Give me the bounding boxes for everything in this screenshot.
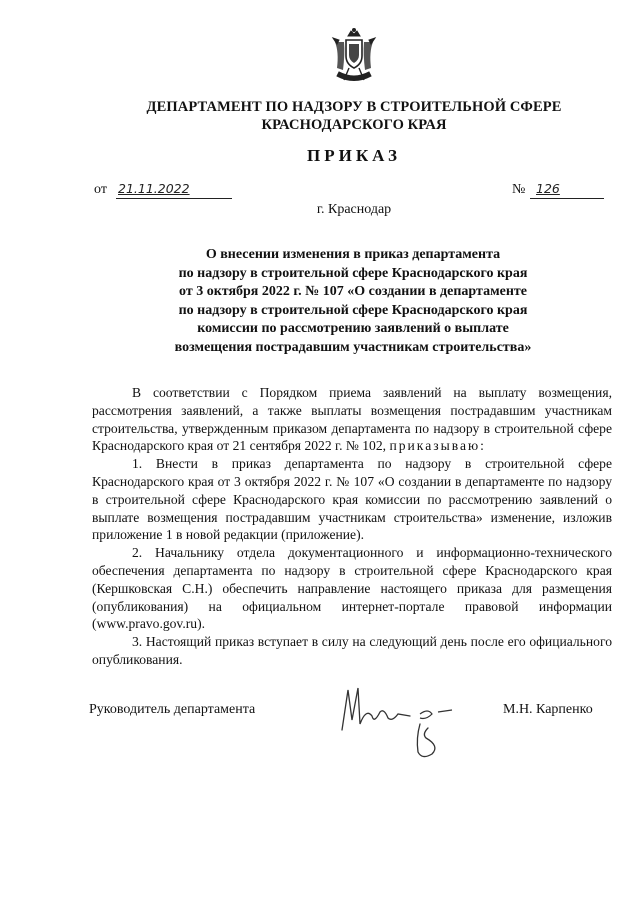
- subject-line: комиссии по рассмотрению заявлений о выплате: [197, 321, 509, 336]
- signatory-name: М.Н. Карпенко: [503, 702, 593, 717]
- order-item-3: 3. Настоящий приказ вступает в силу на следующий день после его официального опубликования.: [92, 634, 612, 667]
- subject-line: О внесении изменения в приказ департамента: [205, 247, 501, 262]
- preamble-paragraph: [92, 384, 612, 455]
- preamble-keyword: приказываю:: [389, 438, 486, 454]
- subject-line: от 3 октября 2022 г. № 107 «О создании в департаменте: [179, 284, 527, 299]
- coat-of-arms-icon: [329, 28, 379, 86]
- order-item-1: 1. Внести в приказ департамента по надзору в строительной сфере Краснодарского края от 3 октября 2022 г. № 107 «О создании в департаменте по надзору в строительной сфере Краснодарского края комиссии по рассмотрению заявлений о выплате возмещения пострадавшим участникам строительства» изменение, изложив приложение 1 в новой редакции (приложение).: [92, 456, 612, 543]
- handwritten-signature: [328, 668, 478, 768]
- order-body: [92, 384, 612, 669]
- order-number: 126: [530, 181, 604, 199]
- order-date: 21.11.2022: [116, 181, 232, 199]
- city: г. Краснодар: [316, 202, 392, 217]
- department-name-line2: КРАСНОДАРСКОГО КРАЯ: [261, 117, 447, 133]
- subject-line: возмещения пострадавшим участникам строительства»: [174, 339, 532, 355]
- subject-line: по надзору в строительной сфере Краснодарского края: [178, 302, 528, 318]
- signatory-position: Руководитель департамента: [89, 702, 256, 717]
- department-name-line1: ДЕПАРТАМЕНТ ПО НАДЗОРУ В СТРОИТЕЛЬНОЙ СФЕРЕ: [146, 99, 562, 115]
- order-item-2: 2. Начальнику отдела документационного и информационно-технического обеспечения департамента по надзору в строительной сфере Краснодарского края (Кершковская С.Н.) обеспечить направление настоящего приказа для размещения (опубликования) на официальном интернет-портале правовой информации (www.pravo.gov.ru).: [92, 545, 612, 632]
- preamble-text: В соответствии с Порядком приема заявлений на выплату возмещения, рассмотрения заявлений, а также выплаты возмещения пострадавшим участникам строительства, утвержденным приказом департамента по надзору в строительной сфере Краснодарского края от 21 сентября 2022 г. № 102,: [92, 385, 612, 454]
- date-prefix: от: [94, 182, 107, 197]
- number-prefix: №: [512, 182, 526, 197]
- document-type-title: ПРИКАЗ: [307, 146, 401, 165]
- order-subject: [120, 246, 586, 357]
- subject-line: по надзору в строительной сфере Краснодарского края: [178, 265, 528, 281]
